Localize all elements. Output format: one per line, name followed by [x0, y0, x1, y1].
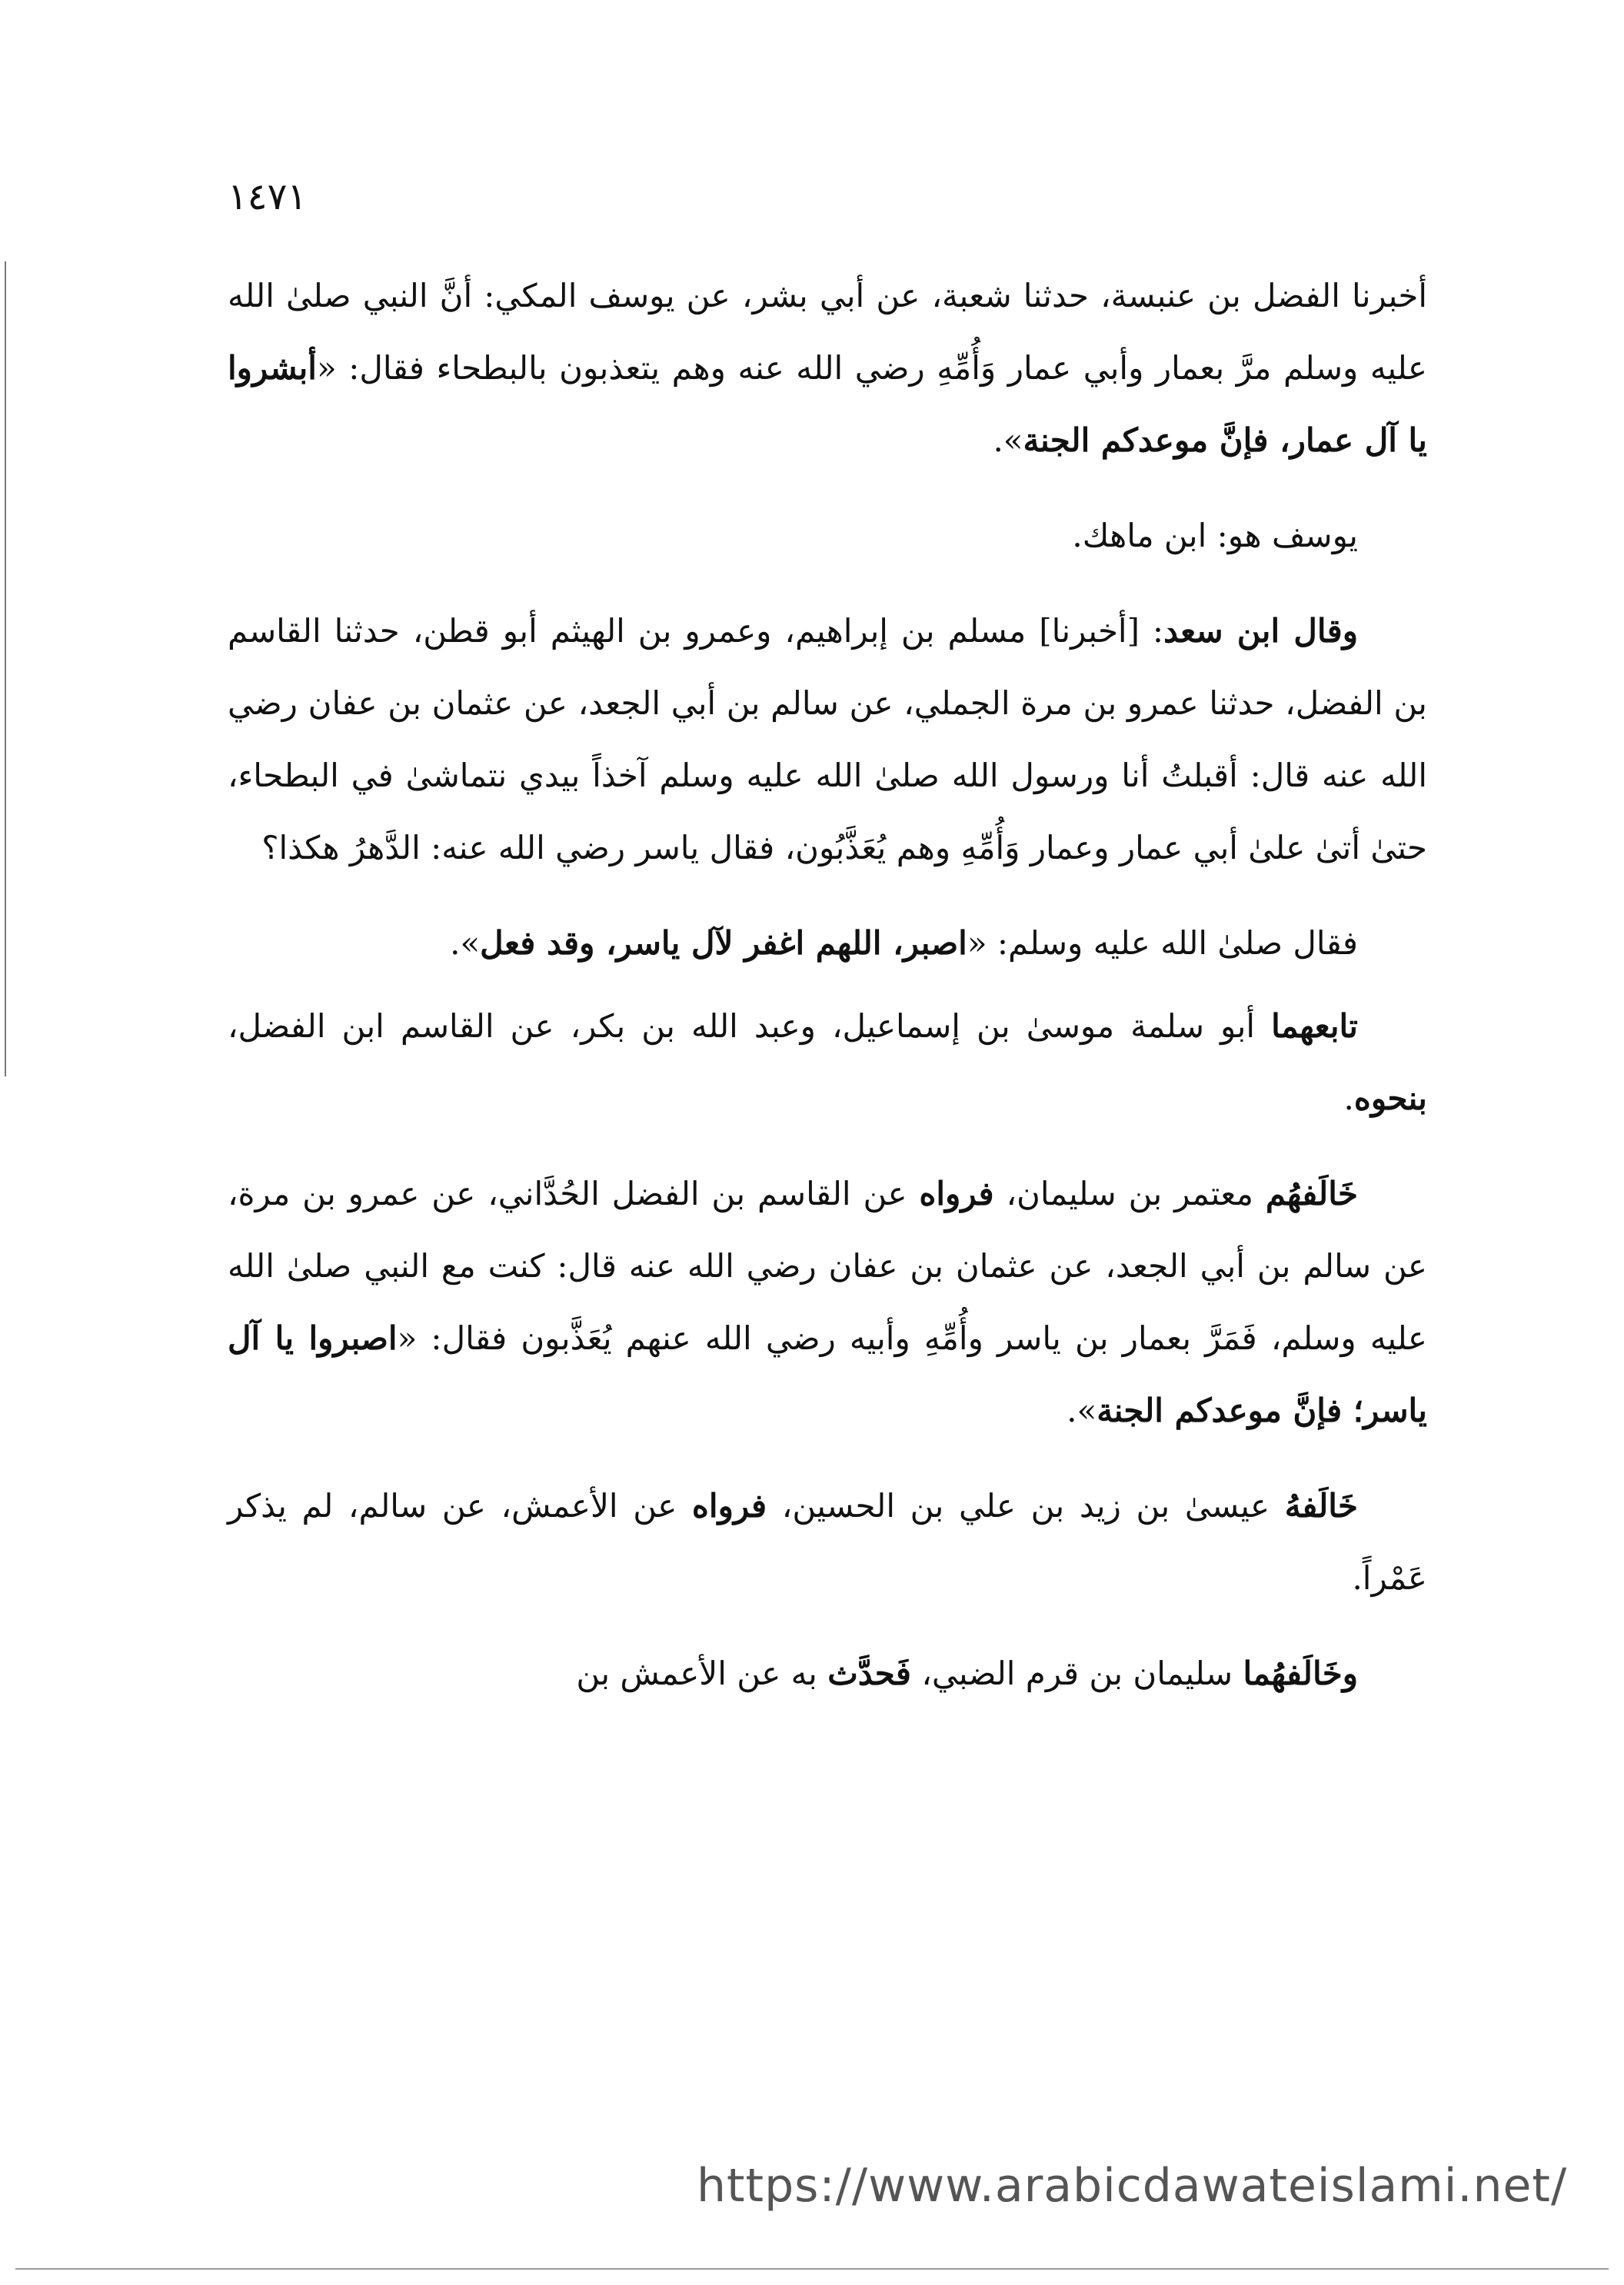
paragraph-3: [228, 595, 1427, 884]
segment: أبو سلمة موسىٰ بن إسماعيل، وعبد الله بن بكر، عن القاسم ابن الفضل،: [228, 1007, 1272, 1045]
segment: : [أخبرنا] مسلم بن إبراهيم، وعمرو بن الهيثم أبو قطن، حدثنا القاسم بن الفضل، حدثنا عمرو بن مرة الجملي، عن سالم بن أبي الجعد، عن عثمان بن عفان رضي الله عنه قال: أقبلتُ أنا ورسول الله صلىٰ الله عليه وسلم آخذاً بيدي نتماشىٰ في البطحاء، حتىٰ أتىٰ علىٰ أبي عمار وعمار وَأُمِّهِ وهم يُعَذَّبُون، فقال ياسر رضي الله عنه: الدَّهرُ هكذا؟: [228, 612, 1427, 866]
segment: ».: [993, 421, 1023, 459]
segment: ».: [1067, 1392, 1097, 1429]
page-bottom-divider: [15, 2268, 1609, 2270]
paragraph-5: [228, 990, 1427, 1135]
paragraph-8: [228, 1638, 1427, 1710]
segment: ».: [450, 924, 481, 962]
segment-bold: تابعهما: [1271, 1007, 1358, 1045]
footer-url-link[interactable]: https://www.arabicdawateislami.net/: [697, 2159, 1568, 2213]
paragraph-1: [228, 260, 1427, 477]
segment: به عن الأعمش بن: [576, 1655, 828, 1692]
segment: يوسف هو: ابن ماهك.: [1072, 517, 1358, 554]
segment-bold: فَحدَّث: [827, 1655, 911, 1692]
paragraph-6: [228, 1158, 1427, 1447]
segment-bold: فرواه: [691, 1487, 767, 1525]
segment: عن الأعمش، عن سالم، لم يذكر عَمْراً.: [228, 1487, 1427, 1597]
segment-bold: بنحوه: [1353, 1079, 1427, 1117]
page-number: ١٤٧١: [228, 175, 308, 218]
segment-bold: وقال ابن سعد: [1163, 612, 1359, 650]
segment: معتمر بن سليمان،: [993, 1175, 1266, 1212]
segment: سليمان بن قرم الضبي،: [910, 1655, 1243, 1692]
segment: عيسىٰ بن زيد بن علي بن الحسين،: [767, 1487, 1285, 1525]
page-edge-line: [5, 261, 6, 1076]
paragraph-7: [228, 1470, 1427, 1615]
paragraph-2: [228, 500, 1427, 572]
segment-bold: خَالَفهُم: [1265, 1175, 1358, 1212]
segment-bold: فرواه: [919, 1175, 994, 1212]
paragraph-4: [228, 907, 1427, 980]
body-text: [228, 260, 1427, 1733]
segment: فقال صلىٰ الله عليه وسلم: «: [967, 924, 1358, 962]
segment-bold: خَالَفهُ: [1284, 1487, 1359, 1525]
segment: أخبرنا الفضل بن عنبسة، حدثنا شعبة، عن أبي بشر، عن يوسف المكي: أنَّ النبي صلىٰ الله عليه وسلم مرَّ بعمار وأبي عمار وَأُمِّهِ رضي الله عنه وهم يتعذبون بالبطحاء فقال: «: [228, 277, 1427, 387]
segment-bold: اصبروا يا آل ياسر؛ فإنَّ موعدكم الجنة: [228, 1319, 1427, 1429]
segment-bold: اصبر، اللهم اغفر لآل ياسر، وقد فعل: [480, 924, 967, 962]
segment-bold: أبشروا يا آل عمار، فإنَّ موعدكم الجنة: [228, 349, 1427, 459]
segment: عن القاسم بن الفضل الحُدَّاني، عن عمرو بن مرة، عن سالم بن أبي الجعد، عن عثمان بن عفان رضي الله عنه قال: كنت مع النبي صلىٰ الله عليه وسلم، فَمَرَّ بعمار بن ياسر وأُمِّهِ وأبيه رضي الله عنهم يُعَذَّبون فقال: «: [228, 1175, 1427, 1357]
segment: .: [1343, 1079, 1354, 1117]
segment-bold: وخَالَفهُما: [1243, 1655, 1358, 1692]
